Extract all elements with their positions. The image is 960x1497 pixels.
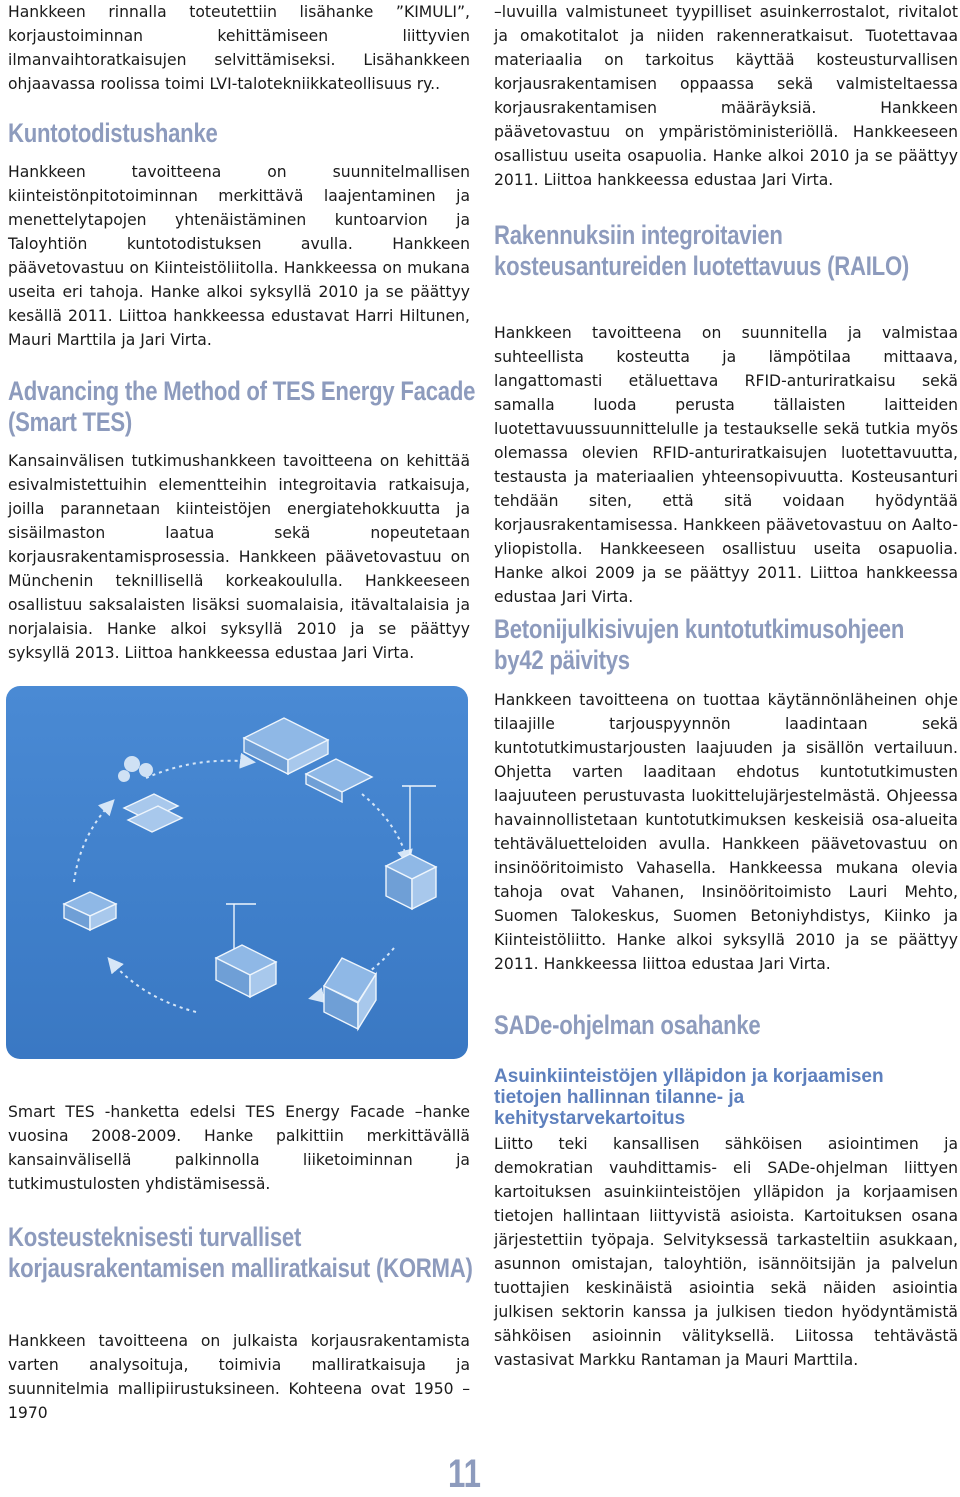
section-title-betonijulkisivu: Betonijulkisivujen kuntotutkimusohjeen by42 päivitys xyxy=(494,614,905,675)
page-number: 11 xyxy=(448,1452,481,1496)
section-text-smart-tes: Kansainvälisen tutkimushankkeen tavoitteena on kehittää esivalmistettuihin elementteihin integroitavia ratkaisuja, joilla parannetaan kiinteistöjen energiatehokkuutta ja sisäilmaston laatua sekä nopeutetaan korjausrakentamisprosessia. Hankkeen päävetovastuu on Münchenin teknillisellä korkeakoululla. Hankkeeseen osallistuu saksalaisten lisäksi suomalaisia, itävaltalaisia ja norjalaisia. Hanke alkoi syksyllä 2010 ja se päättyy syksyllä 2013. Liittoa hankkeessa edustaa Jari Virta. xyxy=(8,452,470,662)
tes-energy-facade-illustration xyxy=(6,686,468,1059)
section-title-smart-tes: Advancing the Method of TES Energy Facade (Smart TES) xyxy=(8,376,476,437)
section-title-kuntotodistus: Kuntotodistushanke xyxy=(8,118,218,148)
section-text-railo: Hankkeen tavoitteena on suunnitella ja valmistaa suhteellista kosteutta ja lämpötilaa mittaava, langattomasti etäluettava RFID-anturiratkaisu sekä samalla luoda perusta tällaisten laitteiden luotettavuussuunnittelulle ja testaukselle sekä tutkia myös olemassa olevien RFID-anturiratkaisujen luotettavuutta, testausta ja materiaalien yhteensopivuutta. Kosteusanturi tehdään siten, että sitä voidaan hyödyntää korjausrakentamisessa. Hankkeen päävetovastuu on Aalto-yliopistolla. Hankkeeseen osallistuu useita osapuolia. Hanke alkoi 2009 ja se päättyy 2011. Liittoa hankkeessa edustaa Jari Virta. xyxy=(494,324,958,606)
prefab-elements-icon xyxy=(244,718,372,802)
section-subtitle-sade: Asuinkiinteistöjen ylläpidon ja korjaamisen tietojen hallinnan tilanne- ja kehitystarvekartoitus xyxy=(494,1066,884,1129)
section-text-korma: Hankkeen tavoitteena on julkaista korjausrakentamista varten analysoituja, toimivia malliratkaisuja ja suunnitelmia mallipiirustuksineen. Kohteena ovat 1950 –1970 xyxy=(8,1332,470,1422)
renovated-house-icon xyxy=(324,958,376,1029)
section-title-korma: Kosteusteknisesti turvalliset korjausrakentamisen malliratkaisut (KORMA) xyxy=(8,1222,473,1283)
crane-building-icon xyxy=(386,786,436,909)
section-title-railo: Rakennuksiin integroitavien kosteusantureiden luotettavuus (RAILO) xyxy=(494,220,910,281)
section-title-sade: SADe-ohjelman osahanke xyxy=(494,1010,761,1040)
figure-caption: Smart TES -hanketta edelsi TES Energy Facade –hanke vuosina 2008-2009. Hanke palkittiin merkittävällä kansainvälisellä palkinnolla liiketoiminnan ja tutkimustulosten yhdistämisessä. xyxy=(8,1103,470,1193)
timber-planks-icon xyxy=(124,794,182,832)
intro-paragraph: Hankkeen rinnalla toteutettiin lisähanke ”KIMULI”, korjaustoiminnan kehittämiseen liittyvien ilmanvaihtoratkaisujen selvittämiseksi. Lisähankkeen ohjaavassa roolissa toimi LVI-talotekniikkateollisuus ry.. xyxy=(8,3,470,93)
section-text-kuntotodistus: Hankkeen tavoitteena on suunnitelmallisen kiinteistönpitotoiminnan merkittävä laajentaminen ja menettelytapojen yhtenäistäminen kuntoarvion ja Taloyhtiön kuntotodistuksen avulla. Hankkeen päävetovastuu on Kiinteistöliitolla. Hankkeessa on mukana useita eri tahoja. Hanke alkoi syksyllä 2010 ja se päättyy kesällä 2011. Liittoa hankkeessa edustavat Harri Hiltunen, Mauri Marttila ja Jari Virta. xyxy=(8,163,470,349)
existing-building-icon xyxy=(216,904,276,997)
building-cycle-diagram xyxy=(6,686,468,1059)
korma-continuation: –luvuilla valmistuneet tyypilliset asuinkerrostalot, rivitalot ja omakotitalot ja niiden rakenneratkaisut. Tuotettavaa materiaalia on tarkoitus käyttää kosteusturvallisen korjausrakentamisen oppaassa sekä valmisteltaessa korjausrakentamisen määräyksiä. Hankkeen päävetovastuu on ympäristöministeriöllä. Hankkeeseen osallistuu useita osapuolia. Hanke alkoi 2010 ja se päättyy 2011. Liittoa hankkeessa edustaa Jari Virta. xyxy=(494,3,958,189)
section-text-sade: Liitto teki kansallisen sähköisen asiointimen ja demokratian vauhdittamis- eli SADe-ohjelman liittyen kartoituksen asuinkiinteistöjen ylläpidon ja korjaamisen tietojen hallintaan liittyvistä asioista. Kartoituksen osana järjestettiin työpaja. Selvityksessä tarkasteltiin asukkaan, asunnon omistajan, taloyhtiön, isännöitsijän ja palvelun tuottajien keskinäistä asiointia sekä näiden asiointia julkisen sektorin kanssa ja julkisen tiedon hyödyntämistä sähköisen asioinnin välityksellä. Liitossa tehtävästä vastasivat Markku Rantaman ja Mauri Marttila. xyxy=(494,1135,958,1369)
scanner-device-icon xyxy=(64,892,116,930)
section-text-betonijulkisivu: Hankkeen tavoitteena on tuottaa käytännönläheinen ohje tilaajille tarjouspyynnön laadintaan sekä kuntotutkimustarjousten laajuuden ja sisällön vertailuun. Ohjetta varten laaditaan ehdotus kuntotutkimusten laajuuteen perustuvasta luokittelujärjestelmästä. Ohjeessa havainnollistetaan kuntotutkimuksen keskeisiä osa-alueita tehtäväluetteloiden avulla. Hankkeen päävetovastuu on insinööritoimisto Vahasella. Hankkeessa mukana olevia tahoja ovat Vahanen, Insinööritoimisto Lauri Mehto, Suomen Talokeskus, Suomen Betoniyhdistys, Kiinko ja Kiinteistöliitto. Hanke alkoi syksyllä 2010 ja se päättyy 2011. Hankkeessa liittoa edustaa Jari Virta. xyxy=(494,691,958,973)
